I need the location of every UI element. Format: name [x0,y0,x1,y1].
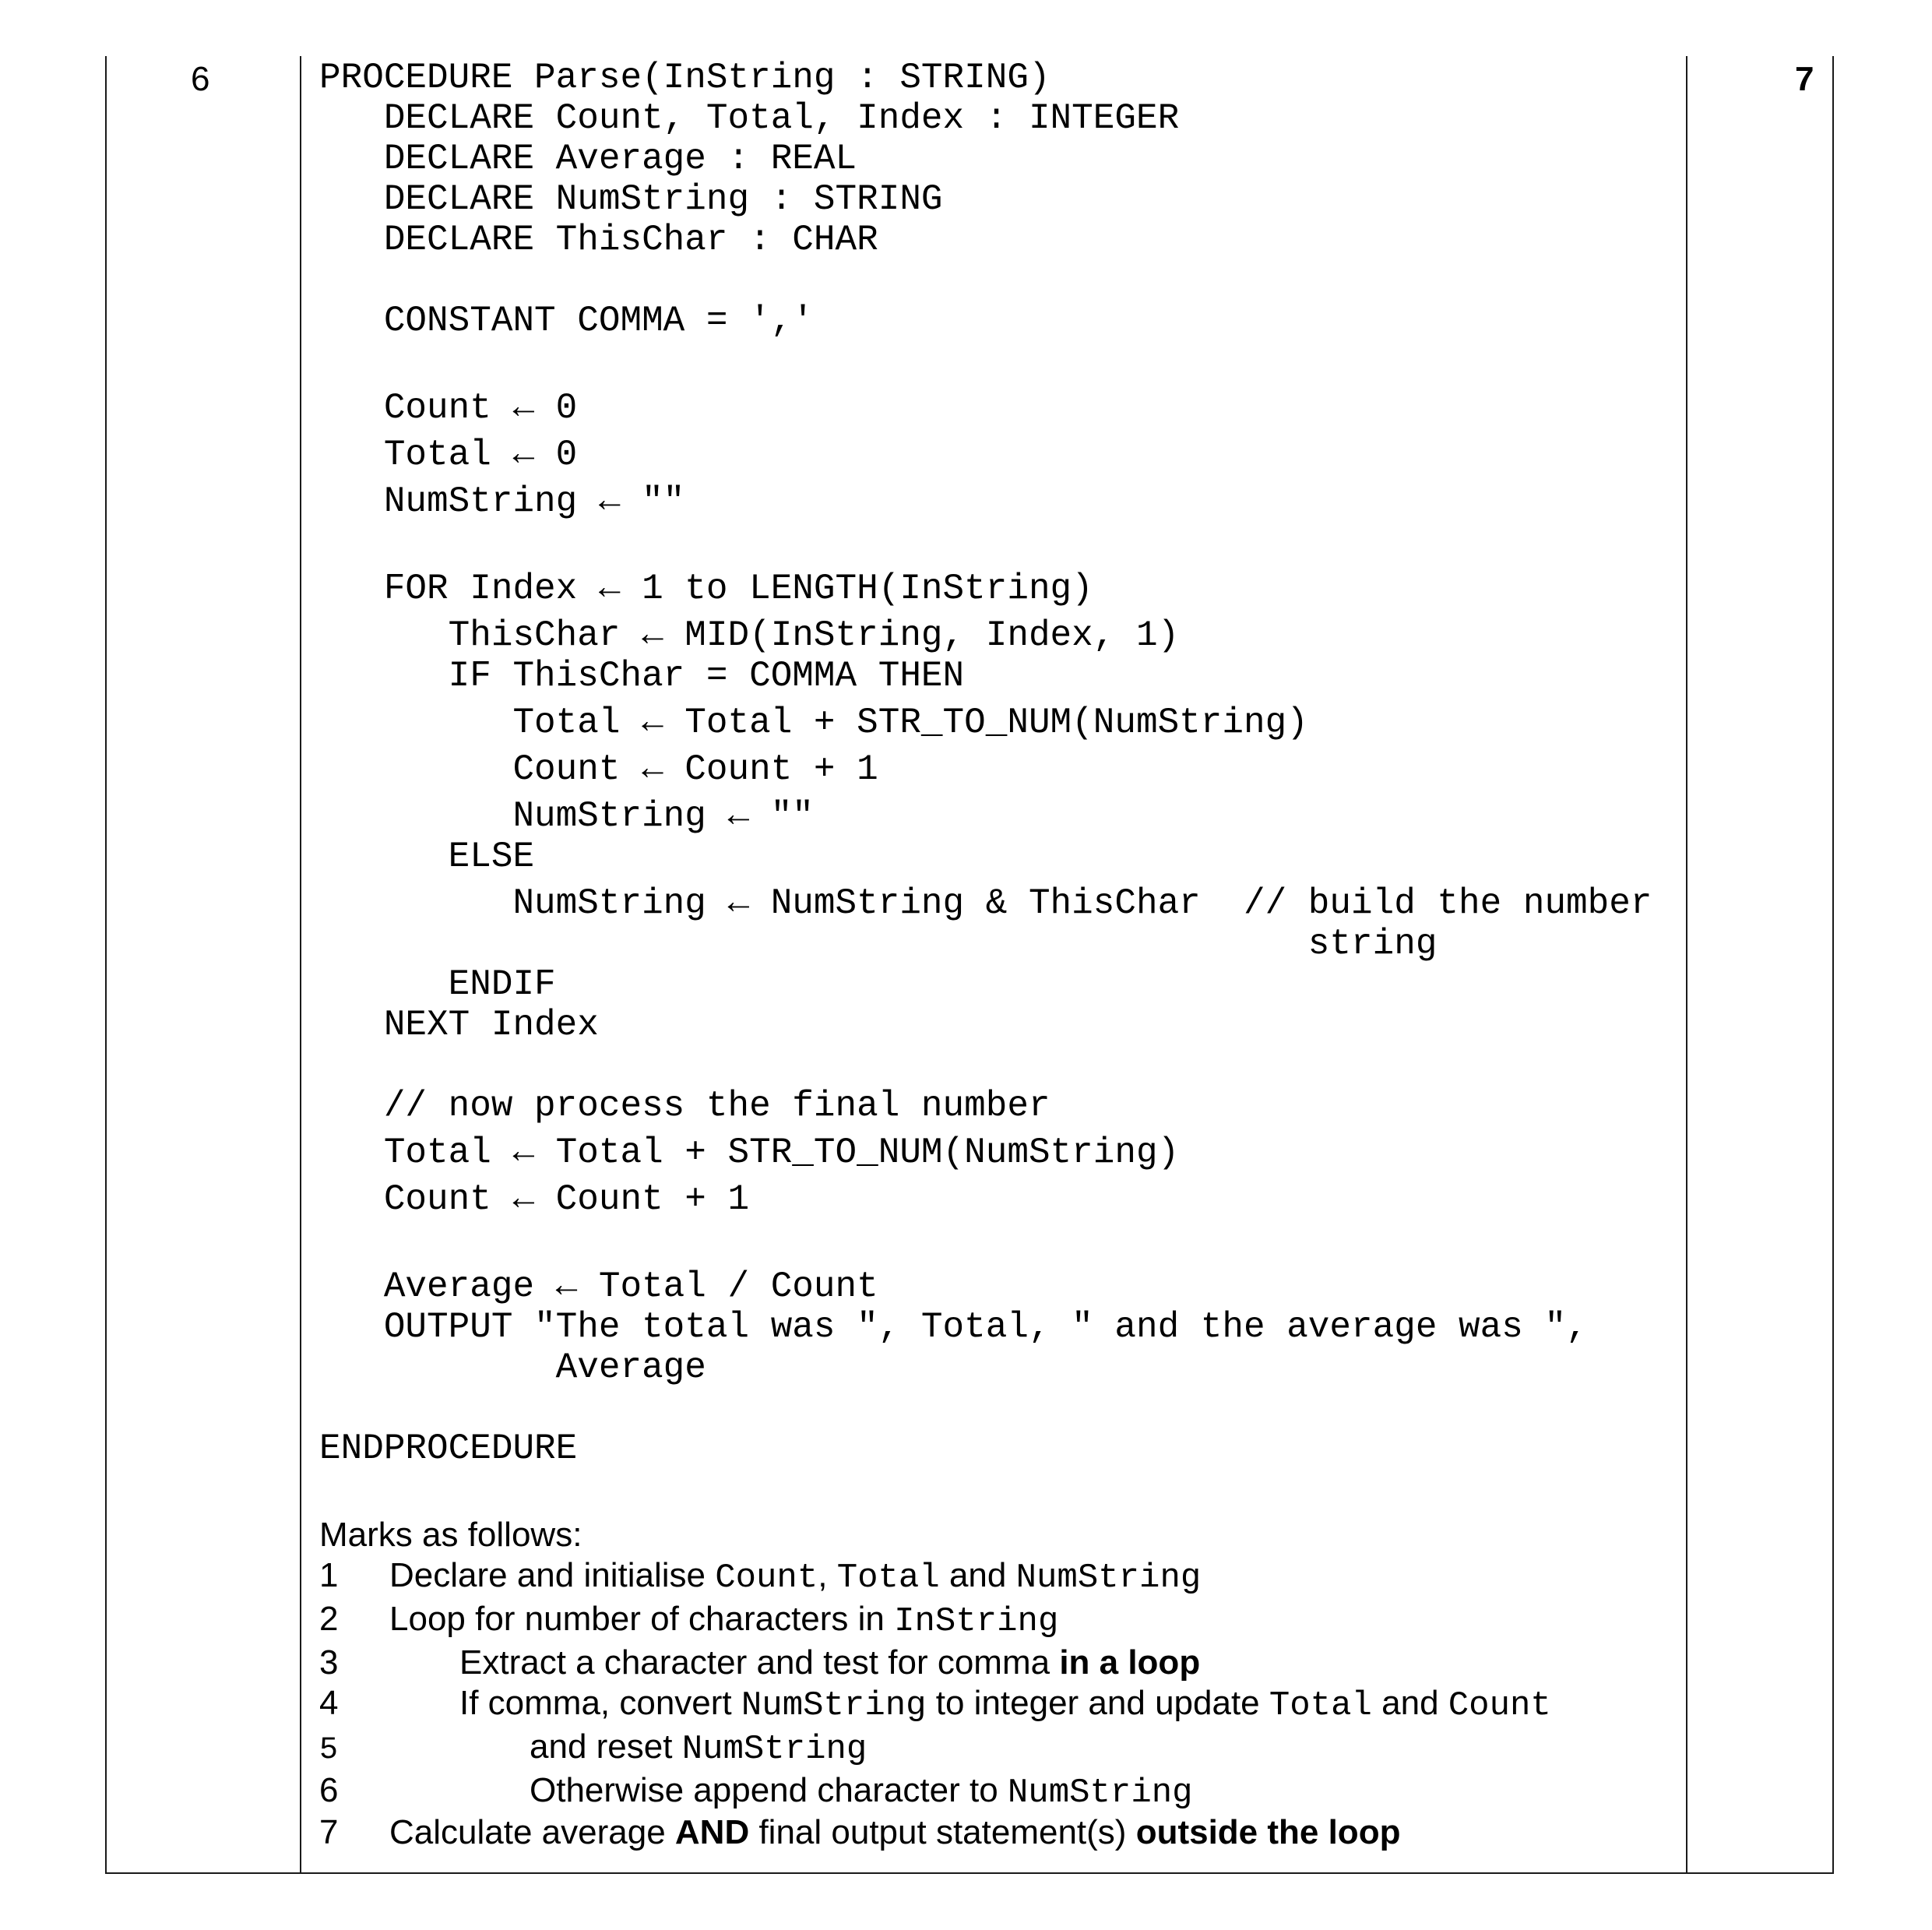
mark-code: NumString [681,1730,867,1769]
code-line: ELSE [319,836,535,877]
code-line: DECLARE Count, Total, Index : INTEGER [319,98,1180,139]
code-line: ENDPROCEDURE [319,1428,578,1469]
mark-emphasis: AND [674,1813,750,1851]
mark-number: 3 [319,1643,339,1682]
mark-number: 2 [319,1600,339,1638]
mark-text: and [1371,1684,1448,1722]
code-line: ThisChar ← MID(InString, Index, 1) [319,615,1180,656]
mark-number: 1 [319,1556,339,1594]
mark-point-7 [319,1812,1400,1854]
mark-text: to integer and update [926,1684,1269,1722]
mark-point-1 [319,1555,1201,1599]
mark-code: Count [1448,1686,1551,1725]
mark-code: InString [894,1602,1059,1641]
mark-text: Otherwise append character to [530,1771,1008,1809]
code-line: FOR Index ← 1 to LENGTH(InString) [319,569,1093,609]
mark-point-3 [319,1642,1200,1684]
mark-emphasis: outside the loop [1135,1813,1401,1851]
code-line: NumString ← NumString & ThisChar // build the number [319,883,1652,924]
mark-text: and reset [530,1727,682,1766]
mark-point-2 [319,1598,1058,1643]
mark-number: 6 [319,1771,339,1809]
mark-emphasis: in a loop [1059,1643,1201,1682]
code-line: DECLARE ThisChar : CHAR [319,220,878,260]
code-line: OUTPUT "The total was ", Total, " and the average was ", [319,1307,1588,1347]
mark-code: Total [1269,1686,1372,1725]
code-line: PROCEDURE Parse(InString : STRING) [319,58,1050,98]
code-line: NEXT Index [319,1005,599,1045]
mark-text: Extract a character and test for comma [459,1643,1060,1682]
table-border-bottom [105,1872,1834,1874]
code-line: ENDIF [319,964,556,1005]
question-number: 6 [191,60,210,98]
mark-text: Loop for number of characters in [389,1600,895,1638]
code-line: DECLARE NumString : STRING [319,179,943,220]
marks-heading: Marks as follows: [319,1516,582,1554]
code-line: Average [319,1347,706,1388]
mark-point-4 [319,1682,1551,1727]
mark-text: and [939,1556,1016,1594]
code-line: Total ← Total + STR_TO_NUM(NumString) [319,1132,1180,1173]
mark-text: , [818,1556,837,1594]
code-line: Total ← 0 [319,435,578,475]
mark-code: Total [836,1558,940,1597]
table-border-left [105,56,107,1874]
code-line: Count ← Count + 1 [319,1179,750,1220]
mark-code: NumString [1007,1773,1193,1812]
mark-text: If comma, convert [459,1684,741,1722]
code-line: NumString ← "" [319,796,814,836]
table-border-right [1832,56,1834,1874]
code-line: Average ← Total / Count [319,1266,878,1307]
code-line: NumString ← "" [319,481,685,522]
table-column-divider-2 [1686,56,1687,1874]
code-line: // now process the final number [319,1086,1050,1126]
mark-code: Count [715,1558,818,1597]
mark-number: 4 [319,1684,339,1722]
mark-point-6 [319,1770,1193,1814]
mark-point-5 [319,1726,867,1772]
code-line: Count ← 0 [319,388,578,428]
code-line: Total ← Total + STR_TO_NUM(NumString) [319,703,1308,743]
code-line: CONSTANT COMMA = ',' [319,301,814,341]
mark-text: final output statement(s) [749,1813,1136,1851]
mark-number: 7 [319,1813,339,1851]
code-line: DECLARE Average : REAL [319,139,857,179]
code-line: string [319,924,1438,964]
mark-code: NumString [1015,1558,1202,1597]
mark-text: Calculate average [389,1813,675,1851]
mark-number: 5 [319,1733,339,1768]
marks-total: 7 [1795,60,1814,98]
code-line: IF ThisChar = COMMA THEN [319,656,965,696]
table-column-divider-1 [300,56,301,1874]
mark-code: NumString [741,1686,927,1725]
mark-text: Declare and initialise [389,1556,716,1594]
code-line: Count ← Count + 1 [319,749,878,790]
